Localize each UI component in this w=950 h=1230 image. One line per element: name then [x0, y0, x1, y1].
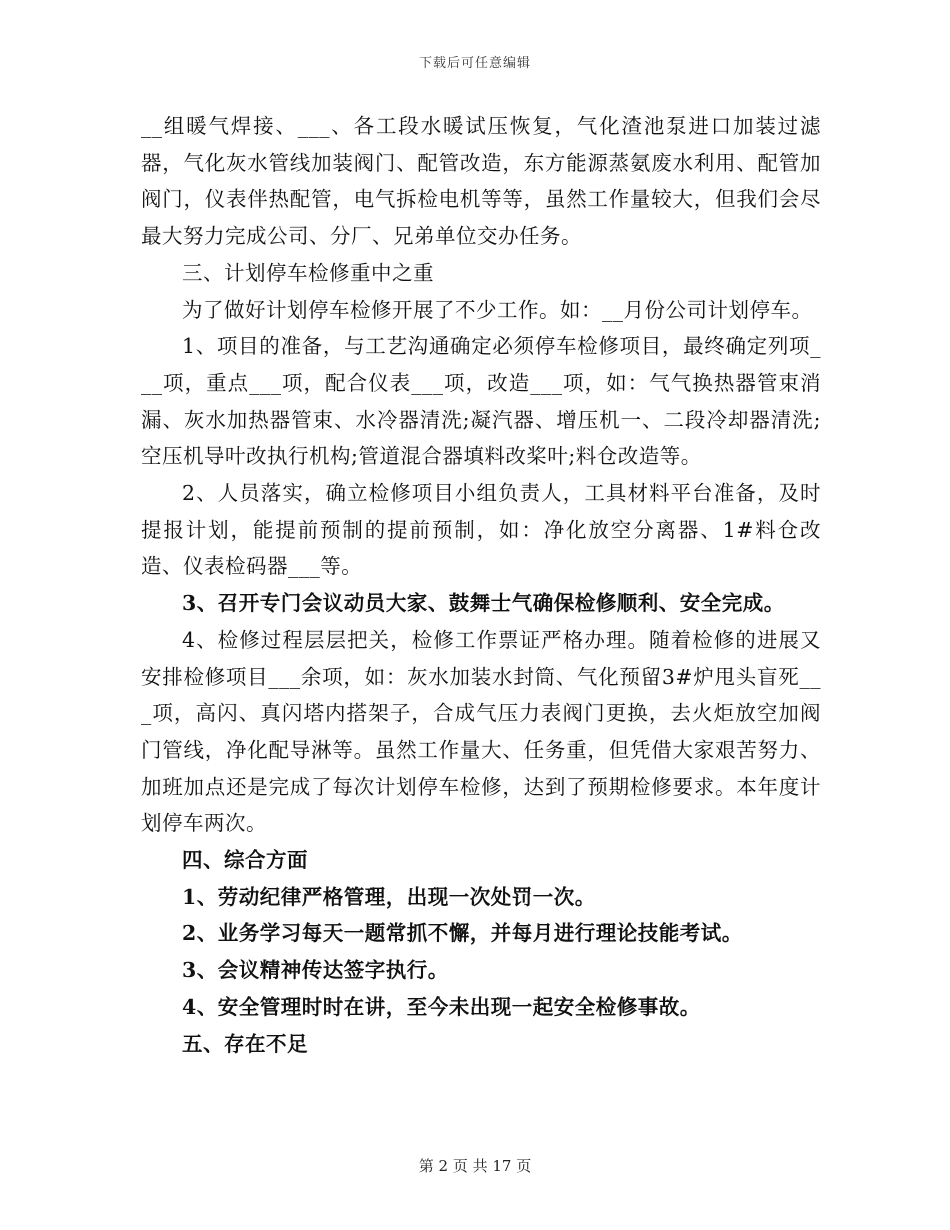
- paragraph-shutdown-intro: 为了做好计划停车检修开展了不少工作。如：__月份公司计划停车。: [182, 297, 813, 322]
- section-heading-shortcomings: 五、存在不足: [182, 1031, 308, 1056]
- paragraph-staffing: 2、人员落实，确立检修项目小组负责人，工具材料平台准备，及时提报计划，能提前预制的提前预制，如：净化放空分离器、1#料仓改造、仪表检码器___等。: [141, 481, 821, 579]
- paragraph-project-preparation: 1、项目的准备，与工艺沟通确定必须停车检修项目，最终确定列项___项，重点___项，配合仪表___项，改造___项，如：气气换热器管束消漏、灰水加热器管束、水冷器清洗;凝汽器、增压机一、二段冷却器清洗;空压机导叶改执行机构;管道混合器填料改桨叶;料仓改造等。: [141, 334, 821, 469]
- paragraph-process-control: 4、检修过程层层把关，检修工作票证严格办理。随着检修的进展又安排检修项目___余项，如：灰水加装水封筒、气化预留3#炉甩头盲死___项，高闪、真闪塔内搭架子，合成气压力表阀门更换，去火炬放空加阀门管线，净化配导淋等。虽然工作量大、任务重，但凭借大家艰苦努力、加班加点还是完成了每次计划停车检修，达到了预期检修要求。本年度计划停车两次。: [141, 627, 821, 836]
- document-body: [141, 108, 821, 1062]
- paragraph-mobilization-meeting: 3、召开专门会议动员大家、鼓舞士气确保检修顺利、安全完成。: [182, 591, 785, 616]
- page-header: 下载后可任意编辑: [418, 56, 531, 71]
- list-item-meeting-spirit: 3、会议精神传达签字执行。: [182, 958, 449, 983]
- list-item-safety-management: 4、安全管理时时在讲，至今未出现一起安全检修事故。: [182, 994, 701, 1019]
- list-item-labor-discipline: 1、劳动纪律严格管理，出现一次处罚一次。: [182, 884, 596, 909]
- list-item-business-study: 2、业务学习每天一题常抓不懈，并每月进行理论技能考试。: [182, 921, 743, 946]
- section-heading-planned-shutdown: 三、计划停车检修重中之重: [182, 260, 434, 285]
- paragraph-work-summary: __组暖气焊接、___、各工段水暖试压恢复，气化渣池泵进口加装过滤器，气化灰水管线加装阀门、配管改造，东方能源蒸氨废水利用、配管加阀门，仪表伴热配管，电气拆检电机等等，虽然工作量较大，但我们会尽最大努力完成公司、分厂、兄弟单位交办任务。: [141, 114, 821, 249]
- section-heading-comprehensive: 四、综合方面: [182, 848, 308, 873]
- page-footer: 第 2 页 共 17 页: [418, 1157, 532, 1175]
